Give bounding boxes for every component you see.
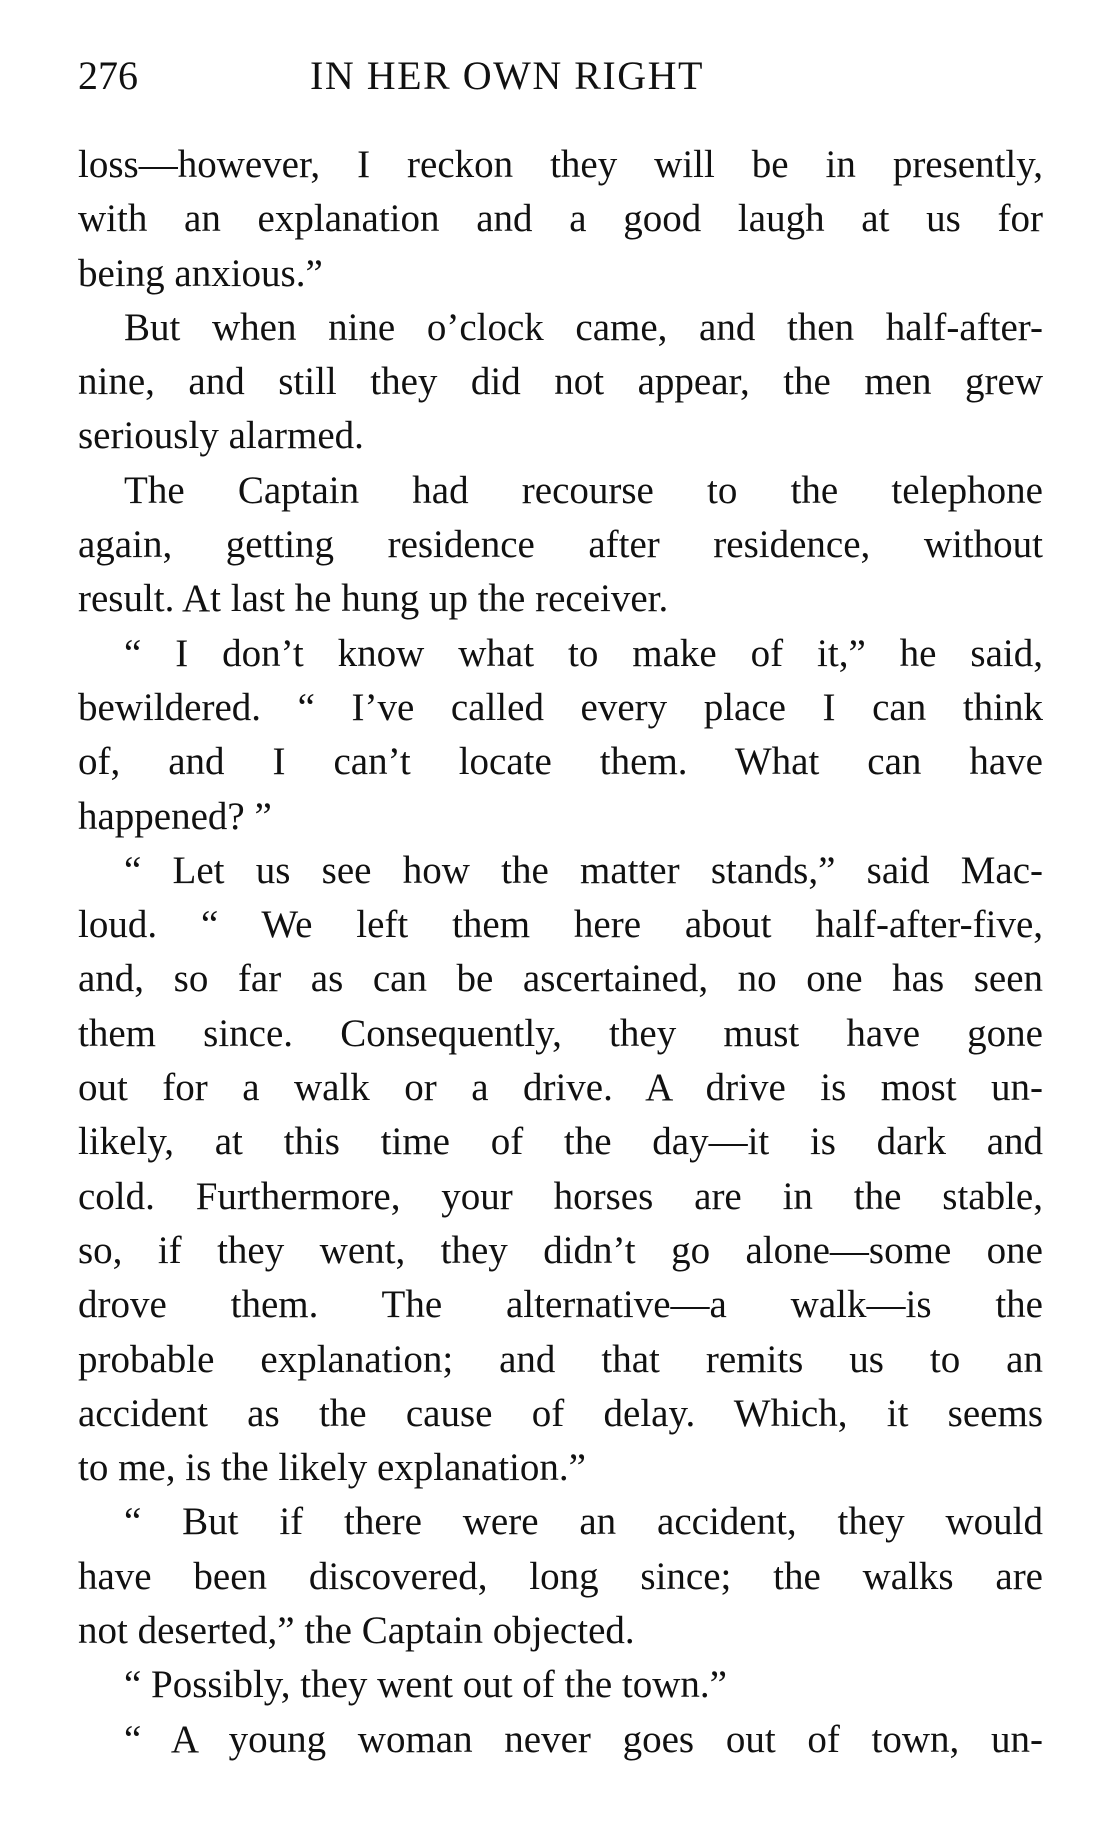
text-line: out for a walk or a drive. A drive is most un-	[78, 1066, 1043, 1110]
text-line: not deserted,” the Captain objected.	[78, 1609, 635, 1653]
text-line: seriously alarmed.	[78, 414, 364, 458]
text-line: nine, and still they did not appear, the men grew	[78, 360, 1043, 404]
running-head	[78, 46, 1043, 106]
text-line: and, so far as can be ascertained, no one has seen	[78, 957, 1043, 1001]
text-line: result. At last he hung up the receiver.	[78, 577, 669, 621]
page-number: 276	[78, 53, 138, 98]
text-line: happened? ”	[78, 794, 272, 838]
text-line: “ I don’t know what to make of it,” he said,	[124, 631, 1043, 675]
text-line: have been discovered, long since; the walks are	[78, 1554, 1043, 1598]
text-line: drove them. The alternative—a walk—is the	[78, 1283, 1043, 1327]
text-line: with an explanation and a good laugh at us for	[78, 197, 1043, 241]
book-page	[78, 0, 1043, 1832]
text-line: “ Possibly, they went out of the town.”	[124, 1663, 727, 1707]
text-line: But when nine o’clock came, and then half-after-	[124, 305, 1043, 349]
text-line: probable explanation; and that remits us to an	[78, 1337, 1043, 1381]
text-line: bewildered. “ I’ve called every place I can think	[78, 685, 1043, 729]
text-line: to me, is the likely explanation.”	[78, 1446, 586, 1490]
text-line: being anxious.”	[78, 251, 323, 295]
text-line: cold. Furthermore, your horses are in the stable,	[78, 1174, 1043, 1218]
text-line: them since. Consequently, they must have gone	[78, 1011, 1043, 1055]
text-line: so, if they went, they didn’t go alone—some one	[78, 1228, 1043, 1272]
text-line: of, and I can’t locate them. What can have	[78, 740, 1043, 784]
running-title: IN HER OWN RIGHT	[310, 53, 704, 98]
text-line: again, getting residence after residence, without	[78, 523, 1043, 567]
text-line: “ A young woman never goes out of town, un-	[124, 1717, 1043, 1761]
text-line: “ But if there were an accident, they would	[124, 1500, 1043, 1544]
text-line: “ Let us see how the matter stands,” said Mac-	[124, 848, 1043, 892]
body-text	[78, 138, 1043, 1767]
text-line: accident as the cause of delay. Which, it seems	[78, 1391, 1043, 1435]
text-line: likely, at this time of the day—it is dark and	[78, 1120, 1043, 1164]
text-line: The Captain had recourse to the telephone	[124, 468, 1043, 512]
text-line: loss—however, I reckon they will be in presently,	[78, 143, 1043, 186]
text-line: loud. “ We left them here about half-after-five,	[78, 903, 1043, 947]
